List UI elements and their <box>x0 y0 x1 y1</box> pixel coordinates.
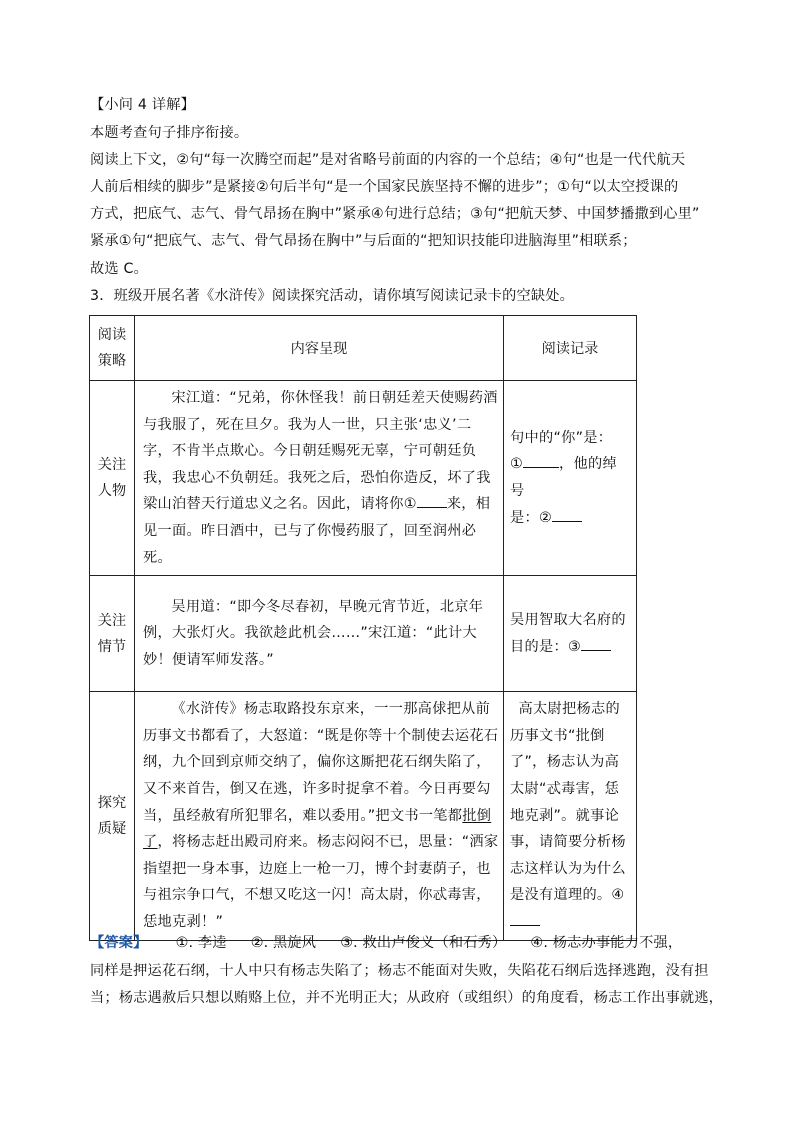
reading-record-table <box>89 315 637 941</box>
q4-heading: 【小问 4 详解】 <box>90 97 195 113</box>
header-content: 内容呈现 <box>135 316 504 381</box>
q4-conclusion: 故选 C。 <box>90 261 148 277</box>
q4-explanation-line-3: 方式，把底气、志气、骨气昂扬在胸中”紧承④句进行总结；③句“把航天梦、中国梦播撒到心里” <box>90 206 700 222</box>
q4-explanation-line-2: 人前后相续的脚步”是紧接②句后半句“是一个国家民族坚持不懈的进步”；①句“以太空授课的 <box>90 179 679 195</box>
answer-item-4: ④. 杨志办事能力不强， <box>530 935 683 951</box>
row-strategy: 关注人物 <box>90 381 135 576</box>
row-record: 句中的“你”是： ① ，他的绰号 是：② <box>504 381 637 576</box>
answer-blank-1-record[interactable] <box>523 453 559 468</box>
row-record: 吴用智取大名府的目的是：③ <box>504 576 637 692</box>
row-strategy: 关注情节 <box>90 576 135 692</box>
q4-intro: 本题考查句子排序衔接。 <box>90 125 249 141</box>
answer-item-2: ②. 黑旋风 <box>250 935 317 951</box>
header-strategy: 阅读策略 <box>90 316 135 381</box>
table-row <box>90 692 637 940</box>
answer-tag: 【答案】 <box>90 935 148 951</box>
header-record: 阅读记录 <box>504 316 637 381</box>
q4-explanation-line-1: 阅读上下文，②句“每一次腾空而起”是对省略号前面的内容的一个总结；④句“也是一代代航天 <box>90 152 686 168</box>
answer-item-1: ①. 李逵 <box>175 935 227 951</box>
table-header-row <box>90 316 637 381</box>
row-content: 《水浒传》杨志取路投东京来，一一那高俅把从前历事文书都看了，大怒道：“既是你等十个制使去运花石纲，九个回到京师交纳了，偏你这厮把花石纲失陷了，又不来首告，倒又在逃，许多时捉拿不着。今日再要勾当，虽经赦宥所犯罪名，难以委用。”把文书一笔都批倒了，将杨志赶出殿司府来。杨志闷闷不已，思量：“洒家指望把一身本事，边庭上一枪一刀，博个封妻荫子，也与祖宗争口气，不想又吃这一闪！高太尉，你忒毒害，恁地克剥！” <box>135 692 504 940</box>
row-record: 高太尉把杨志的历事文书“批倒了”，杨志认为高太尉“忒毒害，恁地克剥”。就事论事，请简要分析杨志这样认为为什么是没有道理的。④ <box>504 692 637 940</box>
answer-blank-4[interactable] <box>510 911 540 926</box>
answer-blank-3[interactable] <box>581 636 611 651</box>
q4-explanation-line-4: 紧承①句“把底气、志气、骨气昂扬在胸中”与后面的“把知识技能印进脑海里”相联系； <box>90 233 637 249</box>
row-content: 吴用道：“即今冬尽春初，早晚元宵节近，北京年例，大张灯火。我欲趁此机会……”宋江道：“此计大妙！便请军师发落。” <box>135 576 504 692</box>
underlined-phrase: 批倒了 <box>143 807 492 851</box>
q3-stem: 3．班级开展名著《水浒传》阅读探究活动，请你填写阅读记录卡的空缺处。 <box>90 288 575 304</box>
answer-item-3: ③. 救出卢俊义（和石秀） <box>340 935 507 951</box>
row-strategy: 探究质疑 <box>90 692 135 940</box>
answer-line-3: 当；杨志遇赦后只想以贿赂上位，并不光明正大；从政府（或组织）的角度看，杨志工作出事就逃， <box>90 990 724 1006</box>
answer-blank-2[interactable] <box>552 507 582 522</box>
answer-line-1 <box>90 934 710 952</box>
table-row <box>90 381 637 576</box>
answer-blank-1[interactable] <box>417 493 447 508</box>
table-row <box>90 576 637 692</box>
row-content: 宋江道：“兄弟，你休怪我！前日朝廷差天使赐药酒与我服了，死在旦夕。我为人一世，只主张‘忠义’二字，不肯半点欺心。今日朝廷赐死无辜，宁可朝廷负我，我忠心不负朝廷。我死之后，恐怕你造反，坏了我梁山泊替天行道忠义之名。因此，请将你① 来，相见一面。昨日酒中，已与了你慢药服了，回至润州必死。 <box>135 381 504 576</box>
answer-line-2: 同样是押运花石纲，十人中只有杨志失陷了；杨志不能面对失败，失陷花石纲后选择逃跑，没有担 <box>90 963 709 979</box>
